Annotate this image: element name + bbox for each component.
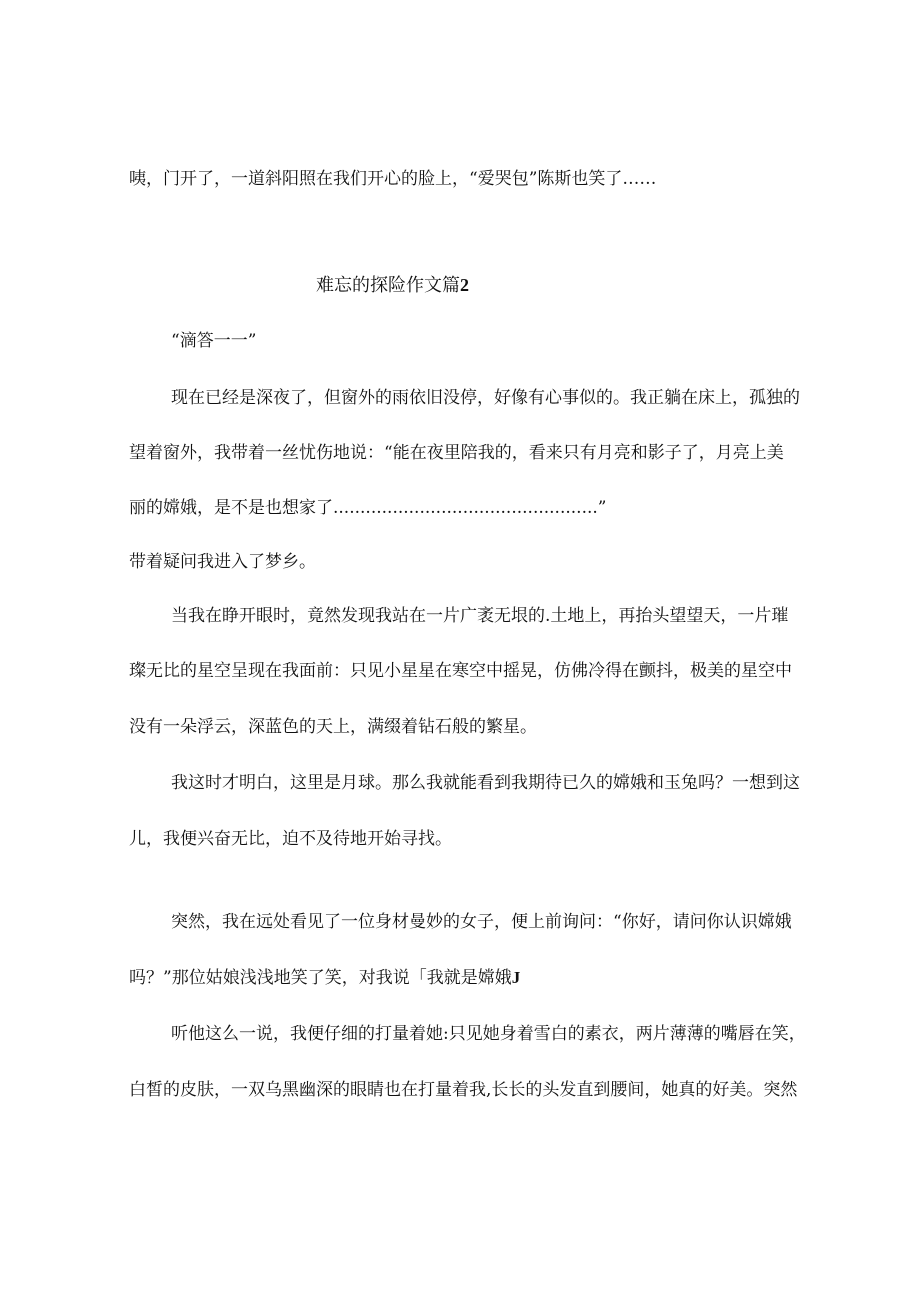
paragraph-line-11: 突然，我在远处看见了一位身材曼妙的女子，便上前询问：“你好，请问你认识嫦娥	[171, 912, 792, 932]
paragraph-line-5: 带着疑问我进入了梦乡。	[129, 552, 316, 572]
paragraph-line-12-text: 吗？”那位姑娘浅浅地笑了笑，对我说「我就是嫦娥	[129, 968, 512, 988]
paragraph-line-4: 丽的嫦娥，是不是也想家了.................................................”	[129, 498, 607, 518]
section-number: 2	[460, 275, 469, 295]
paragraph-line-1: “滴答一一”	[171, 331, 257, 351]
paragraph-line-8: 没有一朵浮云，深蓝色的天上，满缀着钻石般的繁星。	[129, 717, 537, 737]
paragraph-line-2: 现在已经是深夜了，但窗外的雨依旧没停，好像有心事似的。我正躺在床上，孤独的	[171, 388, 800, 408]
paragraph-line-12-tail: J	[511, 968, 521, 987]
paragraph-line-7: 璨无比的星空呈现在我面前：只见小星星在寒空中摇晃，仿佛冷得在颤抖，极美的星空中	[129, 661, 792, 681]
paragraph-line-12	[129, 967, 520, 989]
paragraph-line-3: 望着窗外，我带着一丝忧伤地说：“能在夜里陪我的，看来只有月亮和影子了，月亮上美	[129, 443, 784, 463]
section-title-text: 难忘的探险作文篇	[316, 275, 460, 296]
paragraph-line-10: 儿，我便兴奋无比，迫不及待地开始寻找。	[129, 829, 452, 849]
section-title	[316, 273, 469, 298]
paragraph-line-6: 当我在睁开眼时，竟然发现我站在一片广袤无垠的.土地上，再抬头望望天，一片璀	[171, 606, 789, 626]
paragraph-line-9: 我这时才明白，这里是月球。那么我就能看到我期待已久的嫦娥和玉兔吗？一想到这	[171, 773, 800, 793]
paragraph-line-13: 听他这么一说，我便仔细的打量着她:只见她身着雪白的素衣，两片薄薄的嘴唇在笑，	[171, 1024, 806, 1044]
intro-line: 咦，门开了，一道斜阳照在我们开心的脸上，“爱哭包”陈斯也笑了……	[129, 169, 657, 189]
paragraph-line-14: 白皙的皮肤，一双乌黑幽深的眼睛也在打量着我,长长的头发直到腰间，她真的好美。突然	[129, 1080, 798, 1100]
